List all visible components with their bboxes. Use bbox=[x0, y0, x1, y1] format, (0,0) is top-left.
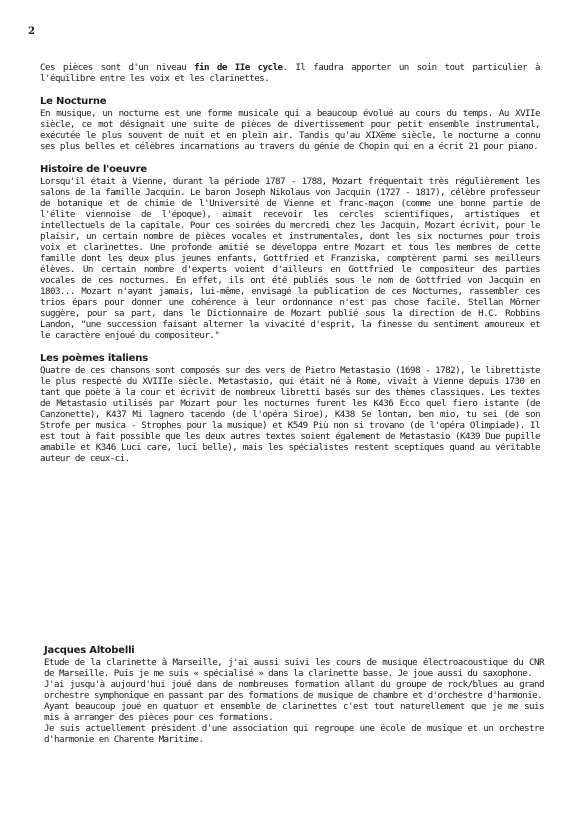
intro-level: fin de IIe cycle bbox=[194, 62, 283, 73]
section-text: Quatre de ces chansons sont composés sur des vers de Pietro Metastasio (1698 - 1782), le librettiste le plus respecté du XVIIIe siècle. Metastasio, qui était né à Rome, vivait à Vienne depuis 1730 en tant que poète à la cour et écrivit de nombreux libretti basés sur des thèmes classiques. Les textes de Metastasio utilisés par Mozart pour les nocturnes furent les K436 Ecco quel fiero istante (de Canzonette), K437 Mi lagnero tacendo (de l'opéra Siroe), K438 Se lontan, ben mio, tu sei (de son Strofe per musica - Strophes pour la musique) et K549 Più non si trovano (de l'opéra Olimpiade). Il est tout à fait possible que les deux autres textes soient également de Metastasio (K439 Due pupille amabile et K346 Luci care, luci belle), mais les spécialistes restent sceptiques quand au véritable auteur de ceux-ci. bbox=[40, 365, 540, 464]
section-text: Lorsqu'il était à Vienne, durant la période 1787 - 1788, Mozart fréquentait très régulièrement les salons de la famille Jacquin. Le baron Joseph Nikolaus von Jacquin (1727 - 1817), célèbre professeur de botanique et de chimie de l'Université de Vienne et franc-maçon (comme une bonne partie de l'élite viennoise de l'époque), aimait recevoir les cercles scientifiques, artistiques et intellectuels de la capitale. Pour ces soirées du mercredi chez les Jacquin, Mozart écrivit, pour le plaisir, un certain nombre de pièces vocales et instrumentales, dont les six nocturnes pour trois voix et clarinettes. Une profonde amitié se développa entre Mozart et tous les membres de cette famille dont les deux plus jeunes enfants, Gottfried et Franziska, comptèrent parmi ses meilleurs élèves. Un certain nombre d'experts voient d'ailleurs en Gottfried le compositeur des parties vocales de ces nocturnes. En effet, ils ont été publiés sous le nom de Gottfried von Jacquin en 1803... Mozart n'ayant jamais, lui-même, envisagé la publication de ces Nocturnes, rassembler ces trios épars pour donner une cohérence à leur ordonnance n'est pas chose facile. Stellan Mörner suggère, pour sa part, dans le Dictionnaire de Mozart publié sous la direction de H.C. Robbins Landon, "une succession faisant alterner la vivacité d'esprit, la finesse du sentiment amoureux et le caractère enjoué du compositeur." bbox=[40, 176, 540, 341]
intro-text-before: Ces pièces sont d'un niveau bbox=[40, 62, 195, 73]
section-text: En musique, un nocturne est une forme musicale qui a beaucoup évolué au cours du temps. Au XVIIe siècle, ce mot désignait une suite de pièces de divertissement pour petit ensemble instrumental, exécutée le plus souvent de nuit et en plein air. Tandis qu'au XIXème siècle, le nocturne a connu ses plus belles et célèbres incarnations au travers du génie de Chopin qui en a écrit 21 pour piano. bbox=[40, 108, 540, 152]
page-number: 2 bbox=[28, 26, 35, 37]
author-bio-line: Etude de la clarinette à Marseille, j'ai aussi suivi les cours de musique électroacoustique du CNR de Marseille. Puis je me suis « spécialisé » dans la clarinette basse. Je joue aussi du saxophone. bbox=[44, 657, 544, 679]
section-nocturne bbox=[40, 96, 540, 152]
section-histoire bbox=[40, 164, 540, 341]
section-title: Les poèmes italiens bbox=[40, 353, 148, 364]
author-bio-line: Je suis actuellement président d'une association qui regroupe une école de musique et un orchestre d'harmonie en Charente Maritime. bbox=[44, 723, 544, 745]
author-bio-line: J'ai jusqu'à aujourd'hui joué dans de nombreuses formation allant du groupe de rock/blues au grand orchestre symphonique en passant par des formations de musique de chambre et d'orchestre d'harmonie. bbox=[44, 679, 544, 701]
author-bio-line: Ayant beaucoup joué en quatuor et ensemble de clarinettes c'est tout naturellement que je me suis mis à arranger des pièces pour ces formations. bbox=[44, 701, 544, 723]
section-poemes bbox=[40, 353, 540, 464]
author-bio bbox=[44, 645, 544, 745]
section-title: Le Nocturne bbox=[40, 96, 107, 107]
main-content bbox=[40, 62, 540, 464]
author-name: Jacques Altobelli bbox=[44, 645, 135, 656]
intro-paragraph bbox=[40, 62, 540, 84]
intro-text-after: . Il faudra apporter un soin tout particulier à l'équilibre entre les voix et les clarinettes. bbox=[40, 62, 541, 84]
section-title: Histoire de l'oeuvre bbox=[40, 164, 147, 175]
